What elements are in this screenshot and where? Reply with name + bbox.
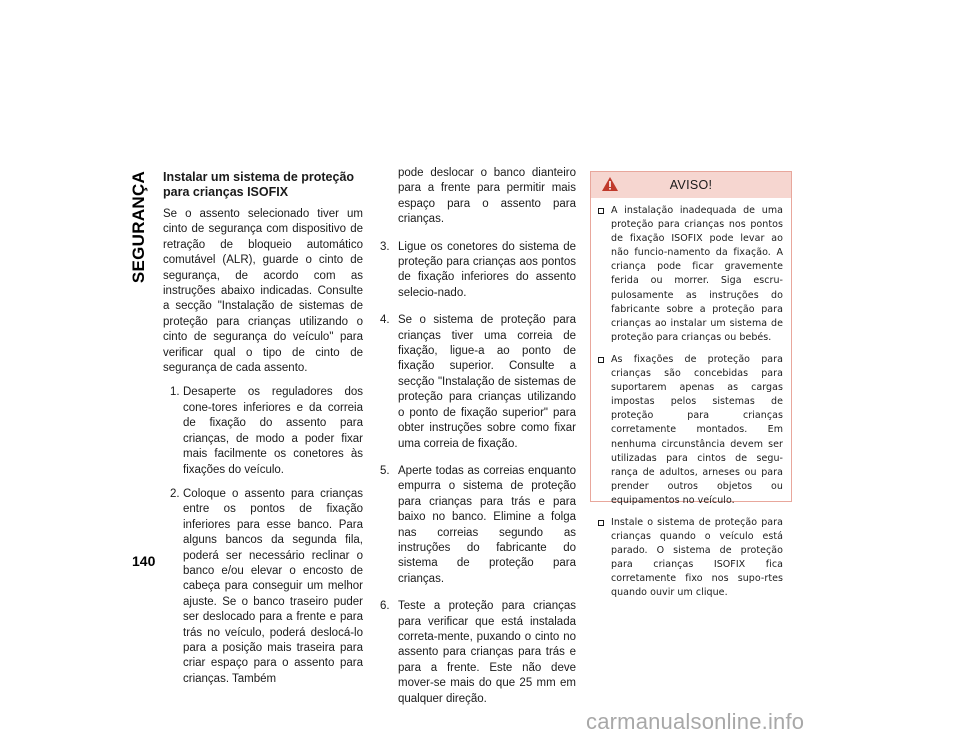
list-item — [598, 353, 783, 508]
page-number: 140 — [132, 553, 156, 569]
list-item — [170, 385, 363, 477]
list-item — [598, 516, 783, 601]
step-number: 2. — [170, 487, 180, 500]
step-number: 4. — [380, 314, 390, 327]
square-bullet-icon — [598, 520, 604, 526]
step-number: 1. — [170, 386, 180, 399]
warning-item-text: Instale o sistema de proteção para crianças quando o veículo está parado. O sistema de proteção para crianças ISOFIX fica corretamente fixo nos supo-rtes quando ouvir um clique. — [611, 516, 783, 599]
step-number: 6. — [380, 600, 390, 613]
column-middle — [380, 166, 576, 707]
step-number: 3. — [380, 240, 390, 253]
list-item — [380, 599, 576, 707]
list-item — [380, 313, 576, 452]
step-continuation: pode deslocar o banco dianteiro para a frente para permitir mais espaço para o assento para crianças. — [398, 167, 576, 226]
step-text: Ligue os conetores do sistema de proteção para crianças aos pontos de fixação inferiores do assento selecio-nado. — [398, 240, 576, 299]
list-item — [170, 487, 363, 687]
warning-triangle-icon — [601, 176, 619, 192]
square-bullet-icon — [598, 208, 604, 214]
warning-title: AVISO! — [669, 178, 713, 192]
column-left — [163, 170, 363, 687]
list-item — [398, 166, 576, 228]
side-tab-label: SEGURANÇA — [129, 170, 149, 284]
steps-list-left — [163, 385, 363, 687]
step-text: Se o sistema de proteção para crianças tiver uma correia de fixação, ligue-a ao ponto de fixação superior. Consulte a secção "Instalação de sistemas de proteção para crianças utilizando o ponto de fixação superior" para obter instruções sobre como fixar uma correia de fixação. — [398, 314, 576, 450]
step-text: Teste a proteção para crianças para verificar que está instalada correta-mente, puxando o cinto no assento para crianças para trás e para a frente. Este não deve mover-se mais do que 25 mm em qualquer direção. — [398, 600, 576, 705]
step-text: Coloque o assento para crianças entre os pontos de fixação inferiores para esse banco. Para alguns bancos da segunda fila, poderá ser necessário reclinar o banco e/ou elevar o encosto de cabeça para conseguir um melhor ajuste. Se o banco traseiro puder ser deslocado para a frente e para trás no veículo, poderá deslocá-lo para a posição mais traseira para criar espaço para o assento para crianças. Também — [183, 487, 363, 685]
step-text: Desaperte os reguladores dos cone-tores inferiores e da correia de fixação do assento para crianças, de modo a poder fixar mais facilmente os conetores às fixações do veículo. — [183, 386, 363, 476]
warning-header — [591, 172, 791, 198]
warning-item-text: A instalação inadequada de uma proteção para crianças nos pontos de fixação ISOFIX pode levar ao não funcio-namento da fixação. A criança pode ficar gravemente ferida ou morrer. Siga escru-pulosamente as instruções do fabricante sobre a proteção para crianças ao instalar um sistema de proteção para crianças ou bebés. — [611, 205, 783, 343]
section-title: Instalar um sistema de proteção para crianças ISOFIX — [163, 170, 355, 199]
step-number: 5. — [380, 464, 390, 477]
list-item — [598, 204, 783, 345]
square-bullet-icon — [598, 357, 604, 363]
watermark: carmanualsonline.info — [586, 709, 805, 734]
warning-item-text: As fixações de proteção para crianças são concebidas para suportarem apenas as cargas impostas pelos sistemas de proteção para crianças corretamente montados. Em nenhuma circunstância devem ser utilizadas para cintos de segu-rança de adultos, arneses ou para prender outros objetos ou equipamentos no veículo. — [611, 353, 783, 506]
warning-box — [590, 171, 792, 599]
side-tab — [124, 172, 154, 282]
warning-list — [591, 198, 791, 601]
steps-list-right — [380, 166, 576, 707]
intro-paragraph: Se o assento selecionado tiver um cinto de segurança com dispositivo de retração de bloqueio automático comutável (ALR), guarde o cinto de segurança, de acordo com as instruções abaixo indicadas. Consulte a secção "Instalação de sistemas de proteção para crianças utilizando o cinto de segurança do veículo" para verificar qual o tipo de cinto de segurança de cada assento. — [163, 208, 363, 375]
list-item — [380, 240, 576, 302]
step-text: Aperte todas as correias enquanto empurra o sistema de proteção para crianças para trás e para baixo no banco. Elimine a folga nas correias segundo as instruções do fabricante do sistema de proteção para crianças. — [398, 464, 576, 585]
list-item — [380, 464, 576, 587]
